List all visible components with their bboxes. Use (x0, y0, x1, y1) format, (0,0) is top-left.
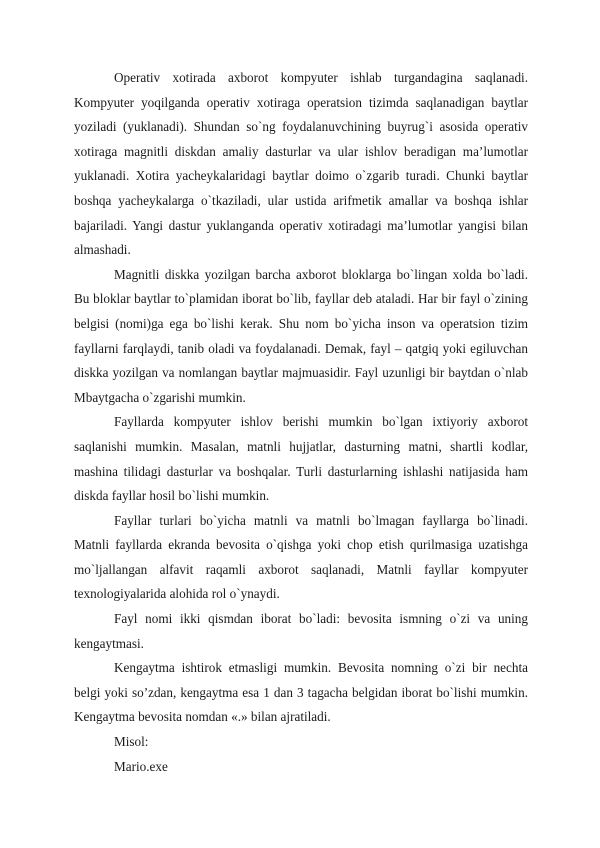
example-label: Misol: (114, 734, 149, 750)
example-filename: Mario.exe (114, 758, 168, 774)
paragraph-ram-storage: Operativ xotirada axborot kompyuter ishlab turgandagina saqlanadi. Kompyuter yoqilganda operativ xotiraga operatsion tizimda saqlanadigan baytlar yoziladi (yuklanadi). Shundan so`ng foydalanuvchining buyrug`i asosida operativ xotiraga magnitli diskdan amaliy dasturlar va ular ishlov beradigan ma’lumotlar yuklanadi. Xotira yacheykalaridagi baytlar doimo o`zgarib turadi. Chunki baytlar boshqa yacheykalarga o`tkaziladi, ular ustida arifmetik amallar va boshqa ishlar bajariladi. Yangi dastur yuklanganda operativ xotiradagi ma’lumotlar yangisi bilan almashadi. (74, 70, 528, 258)
paragraph-file-name-parts: Fayl nomi ikki qismdan iborat bo`ladi: bevosita ismning o`zi va uning kengaytmasi. (74, 611, 528, 651)
paragraph-file-contents: Fayllarda kompyuter ishlov berishi mumkin bo`lgan ixtiyoriy axborot saqlanishi mumkin. Masalan, matnli hujjatlar, dasturning matni, shartli kodlar, mashina tilidagi dasturlar va boshqalar. Turli dasturlarning ishlashi natijasida ham diskda fayllar hosil bo`lishi mumkin. (74, 414, 528, 504)
paragraph-magnetic-disk-files: Magnitli diskka yozilgan barcha axborot bloklarga bo`lingan xolda bo`ladi. Bu bloklar baytlar to`plamidan iborat bo`lib, fayllar deb ataladi. Har bir fayl o`zining belgisi (nomi)ga ega bo`lishi kerak. Shu nom bo`yicha inson va operatsion tizim fayllarni farqlaydi, tanib oladi va foydalanadi. Demak, fayl – qatgiq yoki egiluvchan diskka yozilgan va nomlangan baytlar majmuasidir. Fayl uzunligi bir baytdan o`nlab Mbaytgacha o`zgarishi mumkin. (74, 266, 528, 405)
paragraph-file-types: Fayllar turlari bo`yicha matnli va matnli bo`lmagan fayllarga bo`linadi. Matnli fayllarda ekranda bevosita o`qishga yoki chop etish qurilmasiga uzatishga mo`ljallangan alfavit raqamli axborot saqlanadi, Matnli fayllar kompyuter texnologiyalarida alohida rol o`ynaydi. (74, 512, 528, 602)
paragraph-extension: Kengaytma ishtirok etmasligi mumkin. Bevosita nomning o`zi bir nechta belgi yoki so’zdan, kengaytma esa 1 dan 3 tagacha belgidan iborat bo`lishi mumkin. Kengaytma bevosita nomdan «.» bilan ajratiladi. (74, 660, 528, 725)
document-body (74, 66, 528, 779)
